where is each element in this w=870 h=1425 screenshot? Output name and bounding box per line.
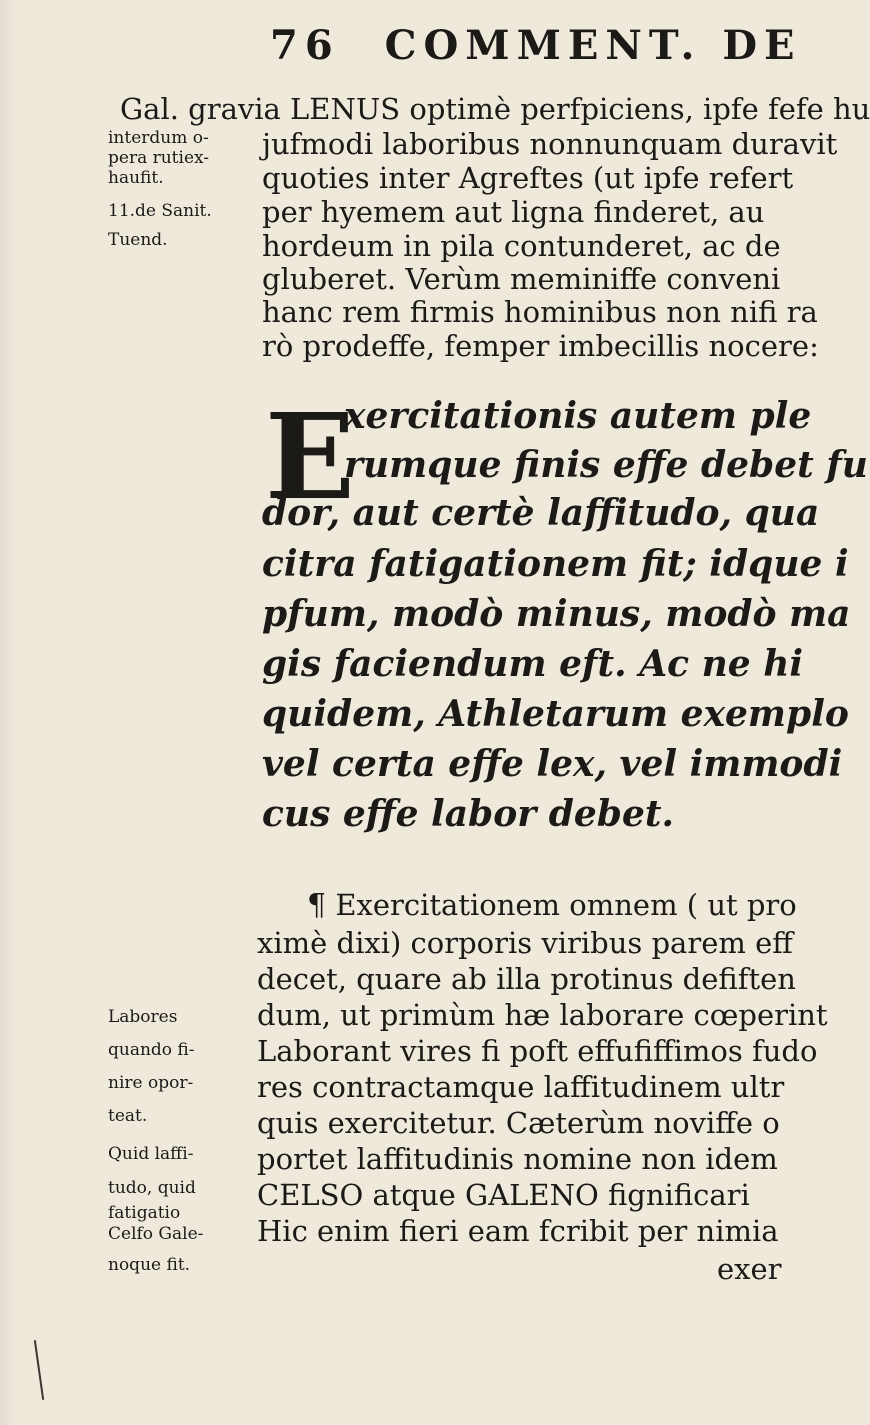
text-line xyxy=(307,888,797,923)
margin-line: quando fi- xyxy=(108,1040,195,1060)
margin-line: nire opor- xyxy=(108,1073,194,1093)
italic-line: citra fatigationem fit; idque i xyxy=(262,543,849,585)
italic-line: vel certa effe lex, vel immodi xyxy=(262,743,843,785)
page-fold-shadow xyxy=(0,0,18,1425)
text-line: CELSO atque GALENO fignificari xyxy=(257,1178,750,1212)
italic-line: gis faciendum eft. Ac ne hi xyxy=(262,643,804,685)
margin-line: fatigatio xyxy=(108,1203,181,1223)
text-line: decet, quare ab illa protinus defiften xyxy=(257,962,796,996)
ink-mark xyxy=(34,1340,44,1400)
running-title: COMMENT. DE xyxy=(384,22,802,69)
margin-line: noque fit. xyxy=(108,1255,191,1275)
text-line-content: Exercitationem omnem ( ut pro xyxy=(335,888,797,922)
text-line: quoties inter Agreftes (ut ipfe refert xyxy=(262,161,794,195)
text-line: portet laffitudinis nomine non idem xyxy=(257,1142,778,1176)
text-line: rò prodeffe, femper imbecillis nocere: xyxy=(262,329,819,363)
italic-line: dor, aut certè laffitudo, qua xyxy=(262,492,820,534)
margin-line: Celfo Gale- xyxy=(108,1224,204,1244)
drop-initial: E xyxy=(265,387,355,526)
text-line: quis exercitetur. Cæterùm noviffe o xyxy=(257,1106,780,1140)
text-line: per hyemem aut ligna finderet, au xyxy=(262,195,765,229)
margin-line: 11.de Sanit. xyxy=(108,201,212,221)
page-number: 76 xyxy=(270,22,340,69)
italic-line: rumque finis effe debet fu xyxy=(344,444,868,486)
margin-line: Quid laffi- xyxy=(108,1144,194,1164)
margin-line: pera rutiex- xyxy=(108,148,210,168)
catchword: exer xyxy=(717,1252,782,1286)
margin-line: haufit. xyxy=(108,168,164,188)
paragraph-mark: ¶ xyxy=(307,888,327,923)
margin-line: Labores xyxy=(108,1007,178,1027)
italic-line: quidem, Athletarum exemplo xyxy=(262,693,849,735)
text-line: jufmodi laboribus nonnunquam duravit xyxy=(262,127,838,161)
text-line: res contractamque laffitudinem ultr xyxy=(257,1070,785,1104)
text-line: hanc rem firmis hominibus non nifi ra xyxy=(262,295,818,329)
italic-line: cus effe labor debet. xyxy=(262,793,675,835)
text-line: hordeum in pila contunderet, ac de xyxy=(262,229,781,263)
italic-line: pfum, modò minus, modò ma xyxy=(262,593,851,635)
text-line: Gal. gravia LENUS optimè perfpiciens, ipfe fefe hu xyxy=(120,92,870,126)
text-line: Hic enim fieri eam fcribit per nimia xyxy=(257,1214,779,1248)
margin-line: teat. xyxy=(108,1106,148,1126)
text-line: ximè dixi) corporis viribus parem eff xyxy=(257,926,793,960)
text-line: Laborant vires fi poft effufiffimos fudo xyxy=(257,1034,818,1068)
italic-line: xercitationis autem ple xyxy=(344,395,812,437)
margin-line: tudo, quid xyxy=(108,1178,196,1198)
margin-line: interdum o- xyxy=(108,128,209,148)
text-line: dum, ut primùm hæ laborare cœperint xyxy=(257,998,828,1032)
margin-line: Tuend. xyxy=(108,230,168,250)
text-line: gluberet. Verùm meminiffe conveni xyxy=(262,262,781,296)
running-header xyxy=(270,22,800,69)
